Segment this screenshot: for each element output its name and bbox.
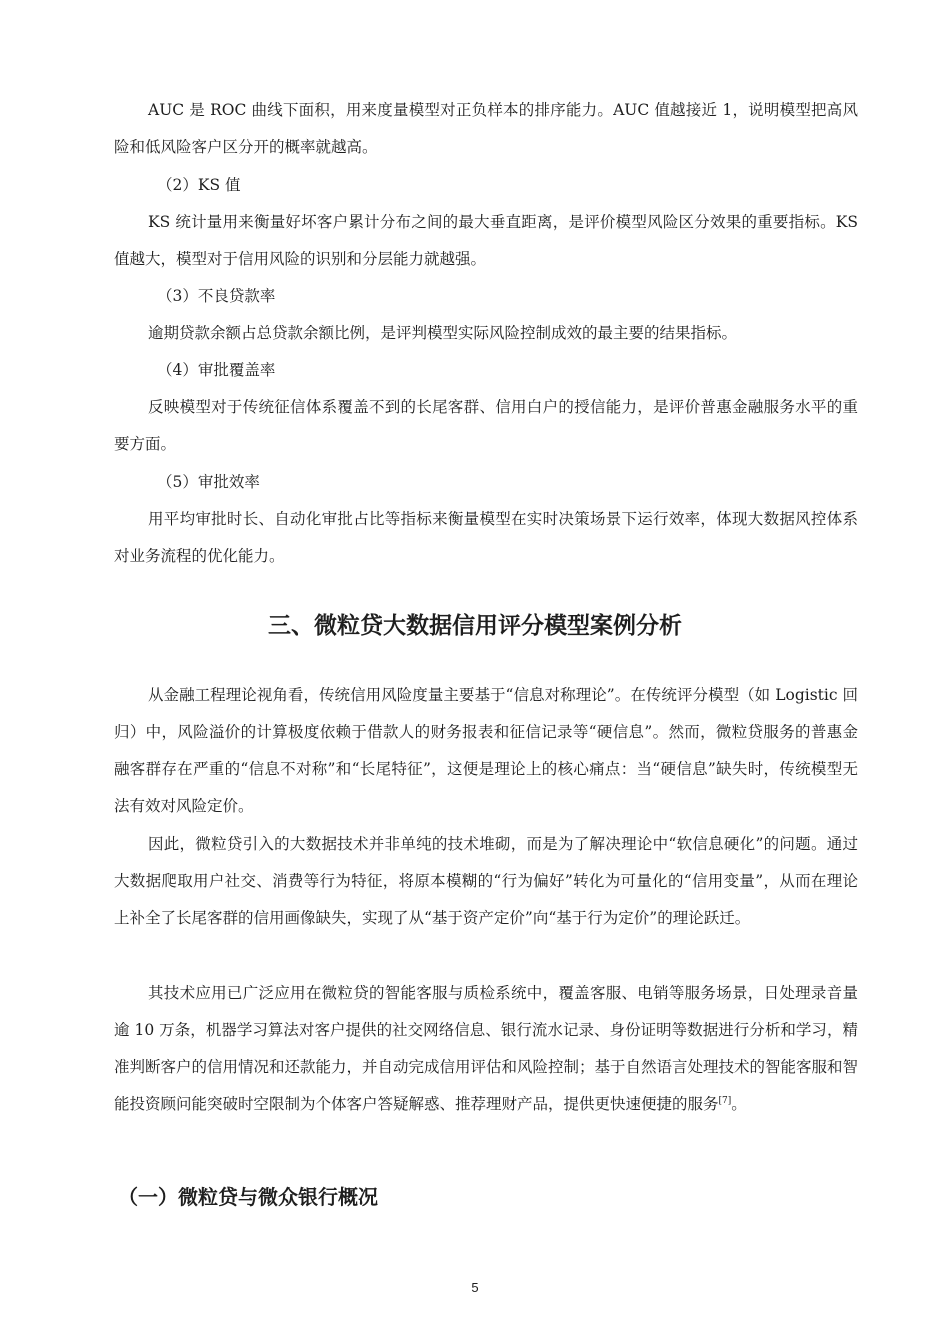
npl-paragraph: 逾期贷款余额占总贷款余额比例，是评判模型实际风险控制成效的最主要的结果指标。 [148, 324, 738, 342]
efficiency-paragraph: 用平均审批时长、自动化审批占比等指标来衡量模型在实时决策场景下运行效率，体现大数据风控体系对业务流程的优化能力。 [114, 510, 858, 565]
citation-ref: [7] [718, 1095, 732, 1106]
ks-paragraph: KS 统计量用来衡量好坏客户累计分布之间的最大垂直距离，是评价模型风险区分效果的重要指标。KS 值越大，模型对于信用风险的识别和分层能力就越强。 [114, 213, 858, 268]
section-paragraph-3-text: 其技术应用已广泛应用在微粒贷的智能客服与质检系统中，覆盖客服、电销等服务场景，日处理录音量逾 10 万条，机器学习算法对客户提供的社交网络信息、银行流水记录、身份证明等数据进行分析和学习，精准判断客户的信用情况和还款能力，并自动完成信用评估和风险控制；基于自然语言处理技术的智能客服和智能投资顾问能突破时空限制为个体客户答疑解惑、推荐理财产品，提供更快速便捷的服务 [114, 984, 859, 1113]
section-paragraph-3-end: 。 [731, 1095, 747, 1113]
page-number: 5 [471, 1280, 479, 1295]
section-paragraph-3 [114, 975, 858, 1123]
auc-paragraph: AUC 是 ROC 曲线下面积，用来度量模型对正负样本的排序能力。AUC 值越接近 1，说明模型把高风险和低风险客户区分开的概率就越高。 [114, 101, 858, 156]
coverage-paragraph: 反映模型对于传统征信体系覆盖不到的长尾客群、信用白户的授信能力，是评价普惠金融服务水平的重要方面。 [114, 398, 858, 453]
ks-heading: （2）KS 值 [157, 176, 241, 194]
coverage-heading: （4）审批覆盖率 [157, 361, 276, 379]
section-title: 三、微粒贷大数据信用评分模型案例分析 [268, 613, 682, 639]
efficiency-heading: （5）审批效率 [157, 473, 260, 491]
section-paragraph-1: 从金融工程理论视角看，传统信用风险度量主要基于“信息对称理论”。在传统评分模型（如 Logistic 回归）中，风险溢价的计算极度依赖于借款人的财务报表和征信记录等“硬信息”。然而，微粒贷服务的普惠金融客群存在严重的“信息不对称”和“长尾特征”，这便是理论上的核心痛点：当“硬信息”缺失时，传统模型无法有效对风险定价。 [114, 686, 858, 815]
section-paragraph-2: 因此，微粒贷引入的大数据技术并非单纯的技术堆砌，而是为了解决理论中“软信息硬化”的问题。通过大数据爬取用户社交、消费等行为特征，将原本模糊的“行为偏好”转化为可量化的“信用变量”，从而在理论上补全了长尾客群的信用画像缺失，实现了从“基于资产定价”向“基于行为定价”的理论跃迁。 [114, 835, 858, 927]
subsection-title: （一）微粒贷与微众银行概况 [118, 1185, 378, 1209]
npl-heading: （3）不良贷款率 [157, 287, 276, 305]
